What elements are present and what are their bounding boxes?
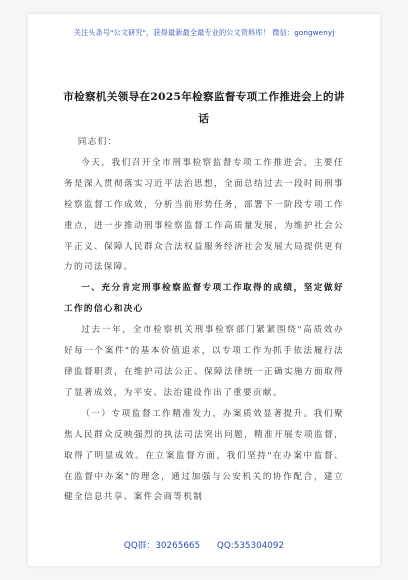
body-paragraph: 过去一年，全市检察机关刑事检察部门紧紧围绕"高质效办好每一个案件"的基本价值追求，以专项工作为抓手依法履行法律监督职责，在维护司法公正、保障法律统一正确实施方面取得了显著成效，为平安、法治建设作出了重要贡献。 <box>64 325 344 398</box>
document-body <box>64 132 344 508</box>
body-paragraph: 今天，我们召开全市刑事检察监督专项工作推进会，主要任务是深入贯彻落实习近平法治思想，全面总结过去一段时间刑事检察监督工作成效，分析当前形势任务，部署下一阶段专项工作重点，进一步推动刑事检察监督工作高质量发展，为维护社会公平正义、保障人民群众合法权益服务经济社会发展大局提供更有力的司法保障。 <box>64 157 344 273</box>
header-note: 关注头条号"公文研究"，获得最新最全最专业的公文资料库！ 微信：gongwenyj <box>73 28 335 37</box>
footer-contact <box>28 538 380 551</box>
salutation: 同志们： <box>77 137 118 147</box>
footer-qq: QQ:535304092 <box>216 541 285 551</box>
document-page <box>28 14 380 566</box>
footer-qq-group: QQ群：30265665 <box>123 541 201 551</box>
body-paragraph: （一）专项监督工作精准发力，办案质效显著提升。我们聚焦人民群众反映强烈的执法司法突出问题，精准开展专项监督，取得了明显成效。在立案监督方面，我们坚持"在办案中监督、在监督中办案"的理念，通过加强与公安机关的协作配合，建立健全信息共享、案件会商等机制 <box>64 408 344 503</box>
section-heading: 一、充分肯定刑事检察监督专项工作取得的成绩，坚定做好工作的信心和决心 <box>64 283 344 315</box>
document-title: 市检察机关领导在2025年检察监督专项工作推进会上的讲话 <box>63 91 345 125</box>
